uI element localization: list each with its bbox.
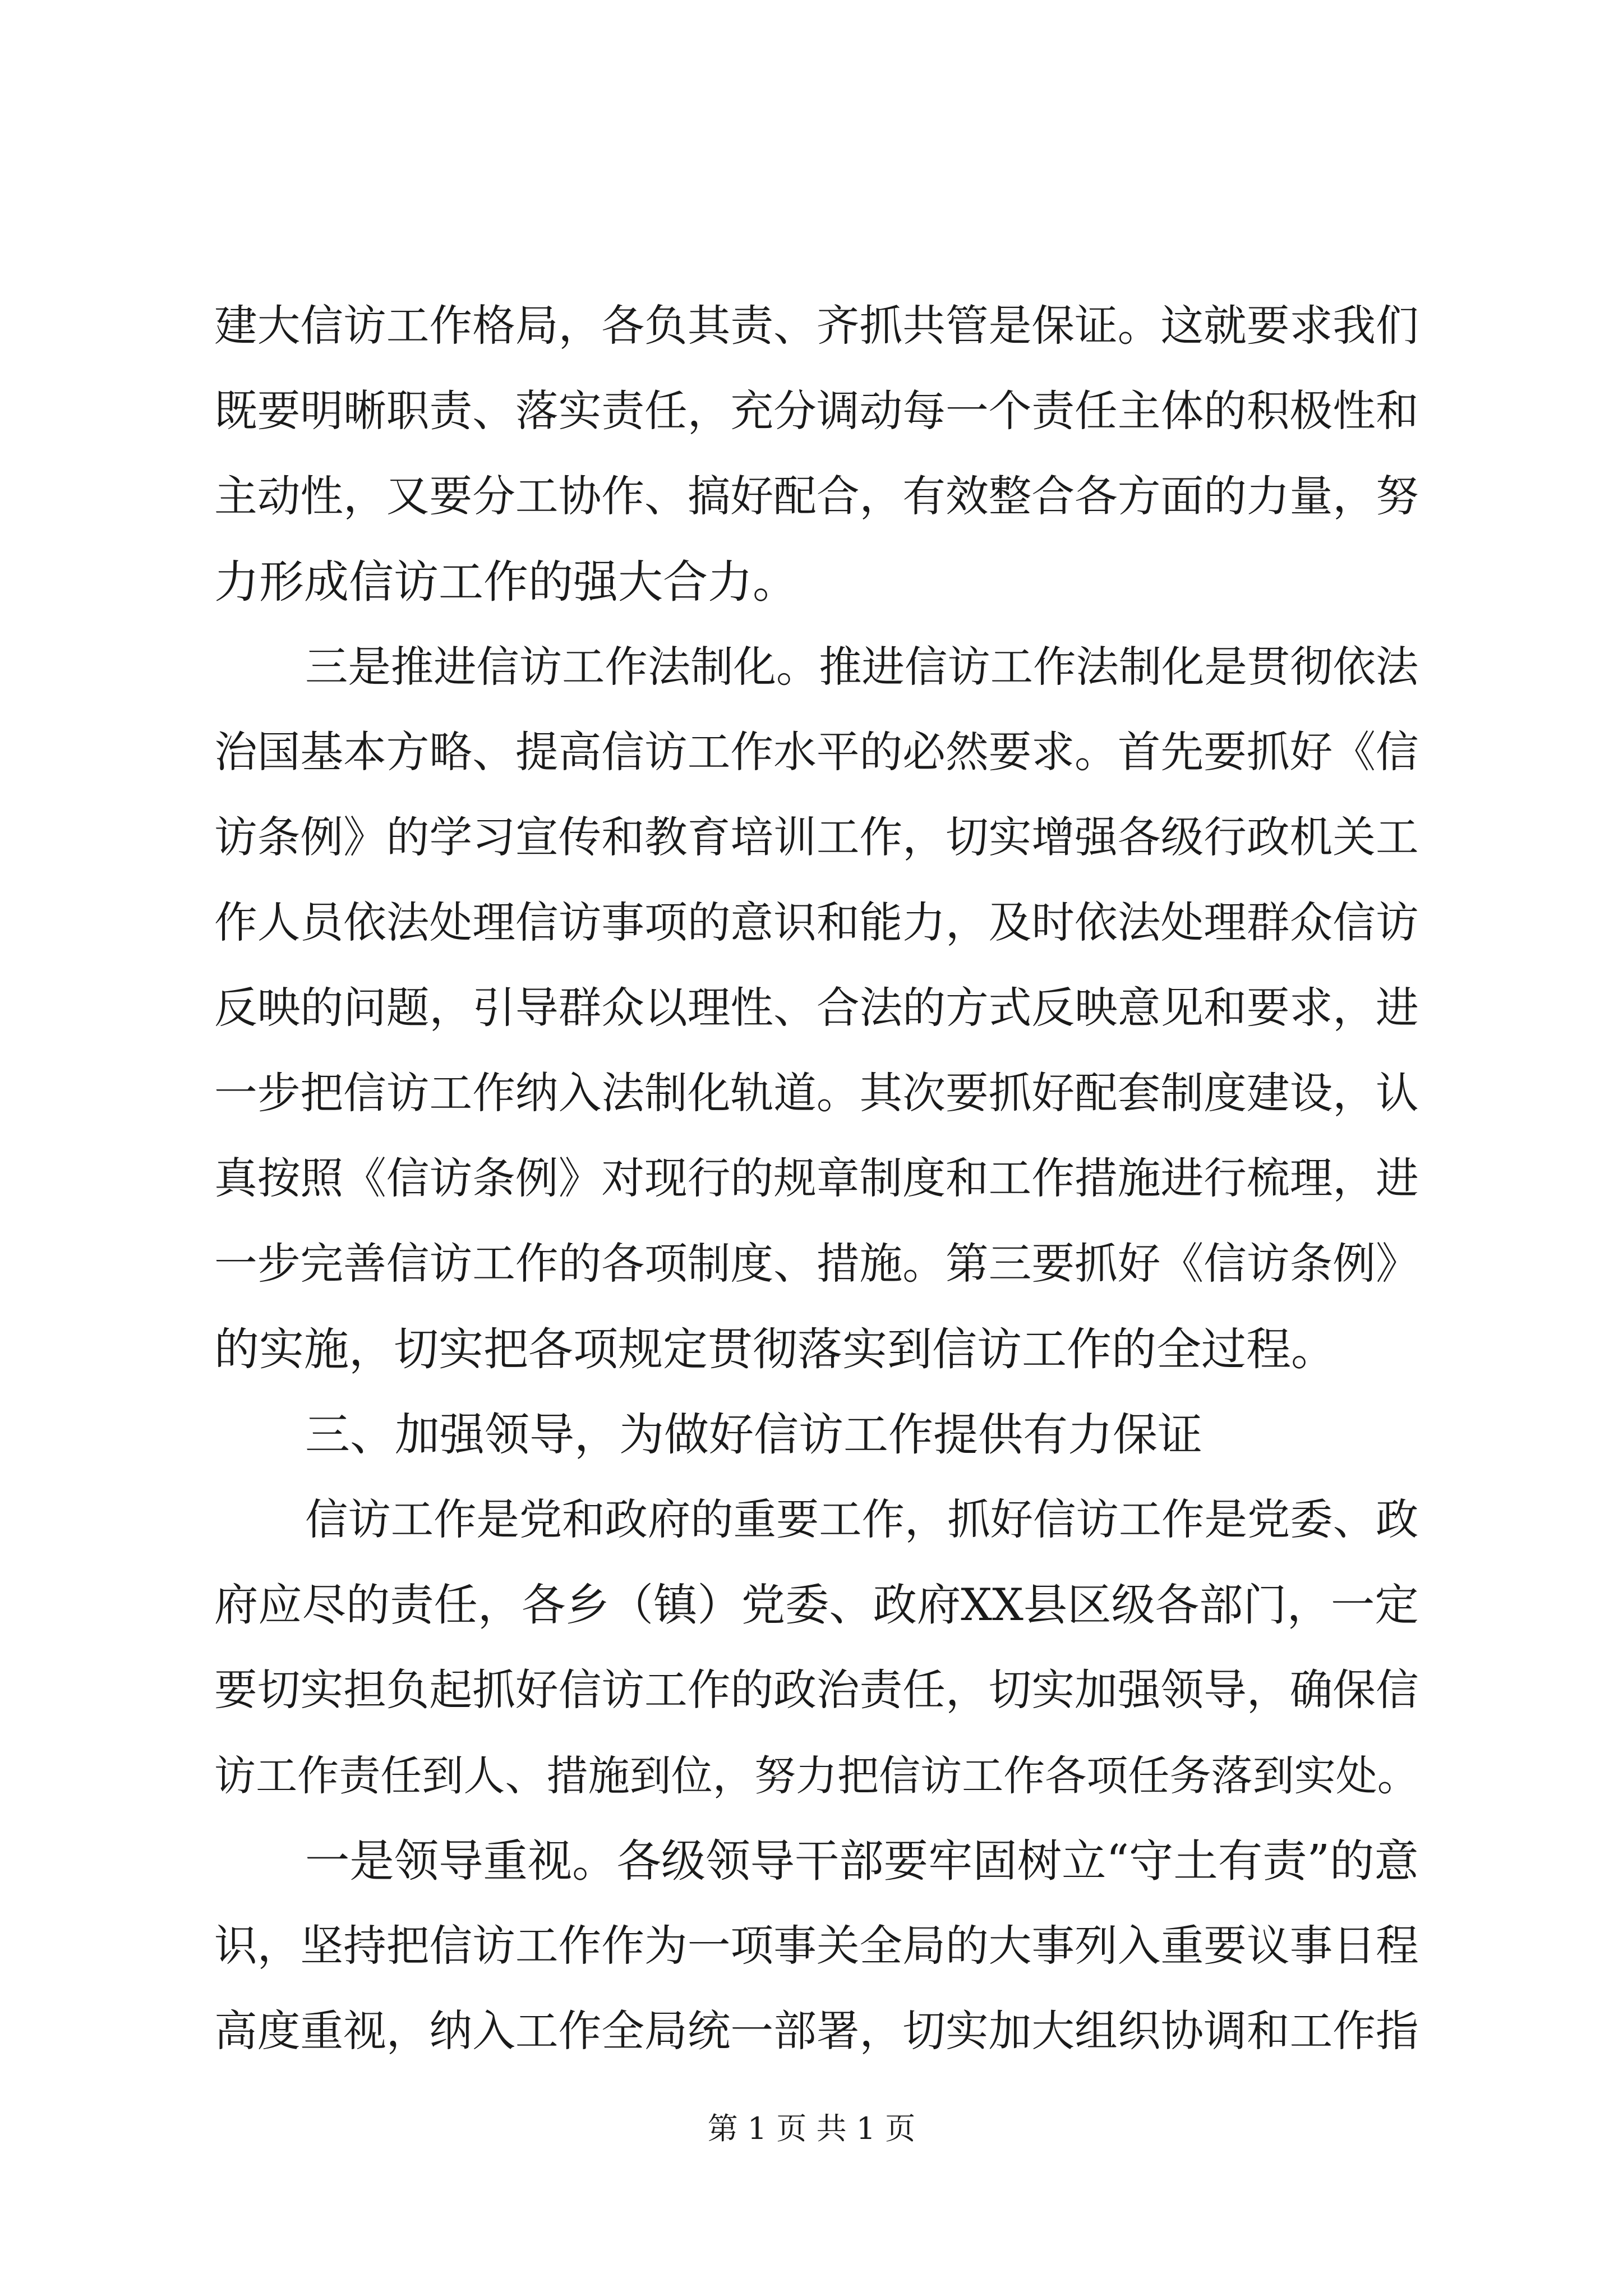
text-line: 作人员依法处理信访事项的意识和能力，及时依法处理群众信访 <box>214 898 1419 948</box>
text-line: 一步完善信访工作的各项制度、措施。第三要抓好《信访条例》 <box>214 1239 1419 1289</box>
text-line: 识，坚持把信访工作作为一项事关全局的大事列入重要议事日程 <box>214 1921 1419 1971</box>
text-line: 既要明晰职责、落实责任，充分调动每一个责任主体的积极性和 <box>214 386 1419 436</box>
text-line: 访工作责任到人、措施到位，努力把信访工作各项任务落到实处。 <box>214 1752 1419 1800</box>
text-line: 真按照《信访条例》对现行的规章制度和工作措施进行梳理，进 <box>214 1154 1419 1204</box>
text-line: 府应尽的责任，各乡（镇）党委、政府XX县区级各部门，一定 <box>214 1580 1419 1631</box>
page-number-footer: 第 1 页 共 1 页 <box>707 2111 916 2146</box>
paragraph-first-line: 一是领导重视。各级领导干部要牢固树立“守土有责”的意 <box>305 1835 1419 1887</box>
text-line: 治国基本方略、提高信访工作水平的必然要求。首先要抓好《信 <box>214 728 1419 777</box>
paragraph-first-line: 三是推进信访工作法制化。推进信访工作法制化是贯彻依法 <box>305 642 1419 692</box>
text-line: 访条例》的学习宣传和教育培训工作，切实增强各级行政机关工 <box>214 813 1419 863</box>
text-line: 一步把信访工作纳入法制化轨道。其次要抓好配套制度建设，认 <box>214 1069 1419 1119</box>
text-line: 的实施，切实把各项规定贯彻落实到信访工作的全过程。 <box>214 1323 1336 1375</box>
text-line: 建大信访工作格局，各负其责、齐抓共管是保证。这就要求我们 <box>214 301 1419 351</box>
text-line: 反映的问题，引导群众以理性、合法的方式反映意见和要求，进 <box>214 983 1419 1033</box>
section-heading: 三、加强领导，为做好信访工作提供有力保证 <box>305 1409 1202 1461</box>
text-line: 要切实担负起抓好信访工作的政治责任，切实加强领导，确保信 <box>214 1665 1419 1715</box>
text-line: 主动性，又要分工协作、搞好配合，有效整合各方面的力量，努 <box>214 472 1419 522</box>
text-line: 力形成信访工作的强大合力。 <box>214 556 797 608</box>
text-line: 高度重视，纳入工作全局统一部署，切实加大组织协调和工作指 <box>214 2007 1419 2056</box>
paragraph-first-line: 信访工作是党和政府的重要工作，抓好信访工作是党委、政 <box>305 1495 1419 1545</box>
